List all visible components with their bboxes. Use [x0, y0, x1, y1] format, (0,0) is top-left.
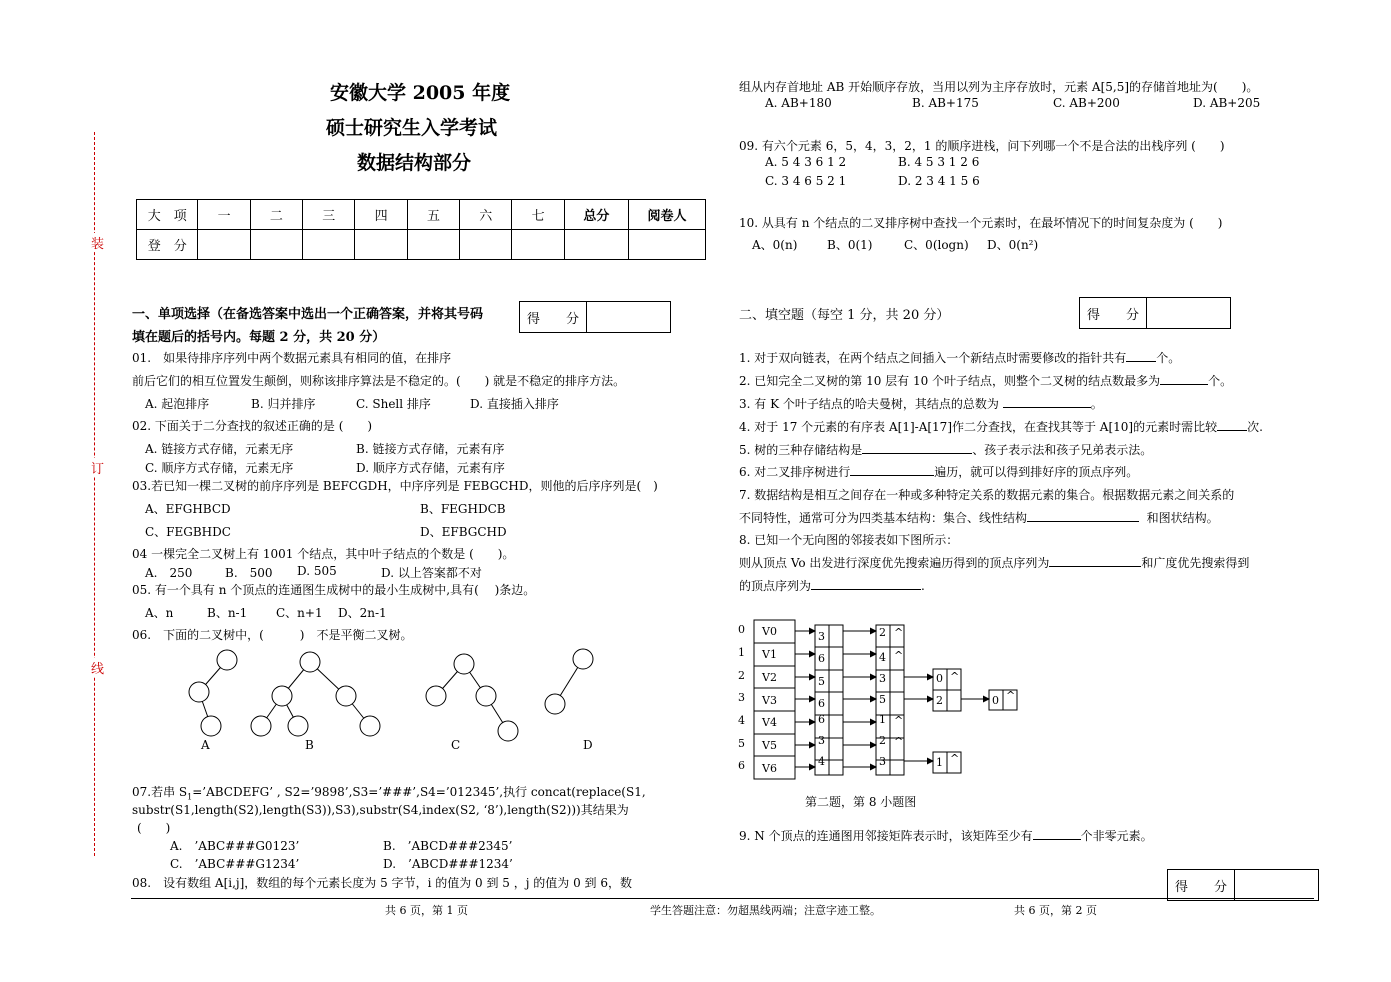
adj-node-value: 3	[818, 734, 825, 747]
sec1-score-box[interactable]	[519, 301, 671, 333]
score-header-cell: 三	[303, 200, 355, 230]
q7-text	[132, 783, 646, 801]
q7-option-d: D. ’ABCD###1234’	[383, 857, 513, 871]
q4-option-b: B. 500	[225, 566, 273, 580]
q8-text: 08. 设有数组 A[i,j]，数组的每个元素长度为 5 字节，i 的值为 0 到 5 ，j 的值为 0 到 6，数	[132, 876, 632, 890]
adj-index: 0	[738, 623, 745, 636]
fill-6-blank[interactable]	[850, 475, 934, 476]
q7-bracket: ( )	[137, 821, 171, 835]
q1-text: 01. 如果待排序序列中两个数据元素具有相同的值，在排序	[132, 351, 452, 365]
adj-vertex: V5	[762, 739, 777, 752]
null-pointer: ^	[894, 626, 904, 639]
q6-label-c: C	[451, 738, 461, 752]
null-pointer: ^	[894, 714, 904, 727]
score-cell[interactable]	[512, 230, 564, 260]
q6-label-b: B	[305, 738, 314, 752]
score-header-cell: 一	[198, 200, 250, 230]
q6-label-d: D	[583, 738, 593, 752]
binding-char-ding: 订	[91, 458, 104, 477]
sec2-heading: 二、填空题（每空 1 分，共 20 分）	[739, 308, 950, 323]
q7-text-start: 07.若串 S	[132, 785, 188, 799]
fill-9-blank[interactable]	[1033, 839, 1081, 840]
adj-node-value: 0	[992, 694, 999, 707]
score-table	[136, 199, 706, 260]
bottom-black-line	[131, 898, 1314, 899]
q9-option-c: C. 3 4 6 5 2 1	[765, 174, 847, 188]
q2-option-c: C. 顺序方式存储，元素无序	[145, 461, 294, 475]
fill-8-cont	[739, 554, 1249, 571]
adj-vertex: V6	[762, 762, 777, 775]
adj-node-value: 3	[818, 630, 825, 643]
figure-caption: 第二题，第 8 小题图	[805, 795, 917, 809]
q2-option-d: D. 顺序方式存储，元素有序	[356, 461, 505, 475]
q3-text: 03.若已知一棵二叉树的前序序列是 BEFCGDH，中序序列是 FEBGCHD，则他的后序序列是( )	[132, 479, 658, 493]
fill-2-blank[interactable]	[1160, 384, 1208, 385]
footer-page-1: 共 6 页，第 1 页	[385, 904, 468, 917]
fill-8-end: .	[921, 579, 925, 593]
q10-option-a: A、0(n)	[752, 238, 798, 252]
q5-option-b: B、n-1	[207, 606, 248, 620]
q5-option-a: A、n	[145, 606, 174, 620]
q2-option-b: B. 链接方式存储，元素有序	[356, 442, 505, 456]
q10-option-b: B、0(1)	[827, 238, 873, 252]
fill-2-end: 个。	[1208, 374, 1233, 388]
footer-note: 学生答题注意：勿超黑线两端；注意字迹工整。	[650, 904, 881, 917]
adj-node-value: 4	[879, 651, 886, 664]
q4-option-d: D. 以上答案都不对	[381, 566, 482, 580]
q7-option-c: C. ’ABC###G1234’	[170, 857, 300, 871]
fill-3-blank[interactable]	[1003, 407, 1091, 408]
adj-node-value: 6	[818, 697, 825, 710]
score-header-cell: 五	[407, 200, 459, 230]
null-pointer: ^	[894, 735, 904, 748]
fill-5-blank[interactable]	[862, 453, 972, 454]
adj-vertex: V1	[762, 648, 777, 661]
q8-option-c: C. AB+200	[1053, 96, 1120, 110]
adj-vertex: V2	[762, 671, 777, 684]
fill-1-text: 1. 对于双向链表，在两个结点之间插入一个新结点时需要修改的指针共有	[739, 351, 1127, 365]
score-cell[interactable]	[460, 230, 512, 260]
adj-node-value: 2	[879, 734, 886, 747]
sec1-heading-line1: 一、单项选择（在备选答案中选出一个正确答案，并将其号码	[132, 307, 484, 322]
q1-option-d: D. 直接插入排序	[470, 397, 559, 411]
score-cell[interactable]	[198, 230, 250, 260]
q2-text: 02. 下面关于二分查找的叙述正确的是 ( )	[132, 419, 373, 433]
adj-node-value: 1	[936, 756, 943, 769]
adj-node-value: 6	[818, 652, 825, 665]
adj-index: 3	[738, 691, 745, 704]
adj-index: 1	[738, 646, 745, 659]
q6-trees-figure	[180, 640, 620, 755]
q3-option-a: A、EFGHBCD	[145, 502, 231, 516]
null-pointer: ^	[950, 670, 960, 683]
fill-2-text: 2. 已知完全二叉树的第 10 层有 10 个叶子结点，则整个二叉树的结点数最多为	[739, 374, 1161, 388]
fill-6-text: 6. 对二叉排序树进行	[739, 465, 851, 479]
q5-text: 05. 有一个具有 n 个顶点的连通图生成树中的最小生成树中,具有( )条边。	[132, 583, 536, 597]
page-end-score-box[interactable]	[1167, 869, 1319, 901]
null-pointer: ^	[1006, 689, 1016, 702]
sec1-heading-line2: 填在题后的括号内。每题 2 分，共 20 分）	[132, 330, 386, 345]
fill-2	[739, 372, 1232, 389]
sec2-score-box[interactable]	[1079, 297, 1231, 329]
score-box-label: 得 分	[1080, 298, 1147, 328]
fill-8-blank-dfs[interactable]	[1049, 566, 1141, 567]
adj-node-value: 1	[879, 713, 886, 726]
q10-option-d: D、0(n²)	[987, 238, 1039, 252]
q7-option-a: A. ’ABC###G0123’	[170, 839, 300, 853]
exam-title-type: 硕士研究生入学考试	[326, 117, 498, 139]
fill-6-end: 遍历，就可以得到排好序的顶点序列。	[934, 465, 1139, 479]
fill-4-blank[interactable]	[1217, 430, 1247, 431]
fill-8: 8. 已知一个无向图的邻接表如下图所示：	[739, 533, 959, 547]
fill-7-cont	[739, 509, 1219, 526]
score-box-label: 得 分	[1168, 870, 1235, 900]
q9-option-a: A. 5 4 3 6 1 2	[765, 155, 847, 169]
adj-index: 5	[738, 737, 745, 750]
score-header-cell: 六	[460, 200, 512, 230]
null-pointer: ^	[950, 752, 960, 765]
fill-4-text: 4. 对于 17 个元素的有序表 A[1]-A[17]作二分查找，在查找其等于 A[10]的元素时需比较	[739, 420, 1218, 434]
q8-option-b: B. AB+175	[912, 96, 979, 110]
q7-option-b: B. ’ABCD###2345’	[383, 839, 513, 853]
q9-option-d: D. 2 3 4 1 5 6	[898, 174, 980, 188]
score-row-label: 登 分	[137, 230, 198, 260]
fill-1-end: 个。	[1156, 351, 1181, 365]
adj-index: 4	[738, 714, 745, 727]
fill-4	[739, 418, 1263, 435]
q10-option-c: C、0(logn)	[904, 238, 969, 252]
q2-option-a: A. 链接方式存储，元素无序	[145, 442, 294, 456]
score-cell[interactable]	[355, 230, 407, 260]
adj-node-value: 6	[818, 713, 825, 726]
fill-4-end: 次.	[1247, 420, 1263, 434]
q6-label-a: A	[201, 738, 210, 752]
null-pointer: ^	[894, 649, 904, 662]
q7-subscript: 1	[187, 792, 193, 802]
score-header-cell: 四	[355, 200, 407, 230]
adj-vertex: V3	[762, 694, 777, 707]
fill-5	[739, 441, 1152, 458]
q4-text: 04 一棵完全二叉树上有 1001 个结点，其中叶子结点的个数是 ( )。	[132, 547, 515, 561]
q8-option-a: A. AB+180	[765, 96, 832, 110]
score-cell[interactable]	[303, 230, 355, 260]
fill-3	[739, 395, 1103, 412]
binding-char-zhuang: 装	[91, 233, 104, 252]
fill-9-end: 个非零元素。	[1080, 829, 1153, 843]
adj-vertex: V0	[762, 625, 777, 638]
binding-char-xian: 线	[91, 658, 104, 677]
fill-8-blank-bfs[interactable]	[811, 589, 921, 590]
score-header-cell: 二	[250, 200, 302, 230]
fill-1-blank[interactable]	[1126, 361, 1156, 362]
exam-title-subject: 数据结构部分	[357, 152, 472, 174]
score-cell[interactable]	[407, 230, 459, 260]
fill-7-end: 和图状结构。	[1146, 511, 1219, 525]
q5-option-c: C、n+1	[276, 606, 323, 620]
q1-option-c: C. Shell 排序	[356, 397, 431, 411]
score-header-cell: 七	[512, 200, 564, 230]
fill-6	[739, 463, 1138, 480]
fill-9-text: 9. N 个顶点的连通图用邻接矩阵表示时，该矩阵至少有	[739, 829, 1033, 843]
q6-text: 06. 下面的二叉树中，( ) 不是平衡二叉树。	[132, 628, 413, 642]
exam-title-university: 安徽大学 2005 年度	[330, 82, 511, 104]
q9-option-b: B. 4 5 3 1 2 6	[898, 155, 980, 169]
q1-text-cont: 前后它们的相互位置发生颠倒，则称该排序算法是不稳定的。( ) 就是不稳定的排序方法。	[132, 374, 626, 388]
adj-node-value: 2	[936, 694, 943, 707]
adj-node-value: 4	[818, 755, 825, 768]
adj-node-value: 2	[879, 626, 886, 639]
fill-1	[739, 349, 1180, 366]
q7-text-rest: =’ABCDEFG’ , S2=’9898’,S3=’###’,S4=’012345’,执行 concat(replace(S1,	[192, 785, 646, 799]
score-box-label: 得 分	[520, 302, 587, 332]
adj-node-value: 5	[818, 675, 825, 688]
q10-text: 10. 从具有 n 个结点的二叉排序树中查找一个元素时，在最坏情况下的时间复杂度为 ( )	[739, 216, 1223, 230]
fill-8-text2: 和广度优先搜索得到	[1141, 556, 1250, 570]
fill-7: 7. 数据结构是相互之间存在一种或多种特定关系的数据元素的集合。根据数据元素之间关系的	[739, 488, 1235, 502]
score-cell[interactable]	[628, 230, 705, 260]
score-header-cell: 阅卷人	[628, 200, 705, 230]
q9-text: 09. 有六个元素 6，5，4，3，2，1 的顺序进栈，问下列哪一个不是合法的出栈序列 ( )	[739, 139, 1225, 153]
adjacency-list-figure	[735, 615, 1035, 790]
fill-8-text: 则从顶点 Vo 出发进行深度优先搜索遍历得到的顶点序列为	[739, 556, 1050, 570]
fill-5-text: 5. 树的三种存储结构是	[739, 443, 863, 457]
fill-9	[739, 827, 1153, 844]
q5-option-d: D、2n-1	[338, 606, 387, 620]
fill-5-end: 、孩子表示法和孩子兄弟表示法。	[972, 443, 1153, 457]
q4-option-c: D. 505	[297, 564, 337, 578]
q8-text-cont: 组从内存首地址 AB 开始顺序存放，当用以列为主序存放时，元素 A[5,5]的存储首地址为( )。	[739, 80, 1259, 94]
adj-vertex: V4	[762, 716, 777, 729]
fill-7-blank[interactable]	[1027, 521, 1139, 522]
q1-option-b: B. 归并排序	[251, 397, 316, 411]
q8-option-d: D. AB+205	[1193, 96, 1261, 110]
q7-text-cont: substr(S1,length(S2),length(S3)),S3),substr(S4,index(S2, ‘8’),length(S2)))其结果为	[132, 803, 629, 817]
adj-node-value: 3	[879, 672, 886, 685]
fill-3-text: 3. 有 K 个叶子结点的哈夫曼树，其结点的总数为	[739, 397, 999, 411]
adj-index: 2	[738, 669, 745, 682]
fill-8-cont2	[739, 577, 925, 594]
q4-option-a: A. 250	[145, 566, 193, 580]
score-header-cell: 大 项	[137, 200, 198, 230]
adj-node-value: 3	[879, 755, 886, 768]
score-header-cell: 总分	[564, 200, 628, 230]
footer-page-2: 共 6 页，第 2 页	[1014, 904, 1097, 917]
q3-option-b: B、FEGHDCB	[420, 502, 506, 516]
score-cell[interactable]	[250, 230, 302, 260]
fill-8-text3: 的顶点序列为	[739, 579, 812, 593]
score-cell[interactable]	[564, 230, 628, 260]
adj-index: 6	[738, 759, 745, 772]
fill-7-text: 不同特性，通常可分为四类基本结构：集合、线性结构	[739, 511, 1028, 525]
q3-option-c: C、FEGBHDC	[145, 525, 231, 539]
fill-3-end: 。	[1090, 397, 1103, 411]
q3-option-d: D、EFBGCHD	[420, 525, 507, 539]
adj-node-value: 5	[879, 693, 886, 706]
adj-node-value: 0	[936, 672, 943, 685]
q1-option-a: A. 起泡排序	[145, 397, 210, 411]
